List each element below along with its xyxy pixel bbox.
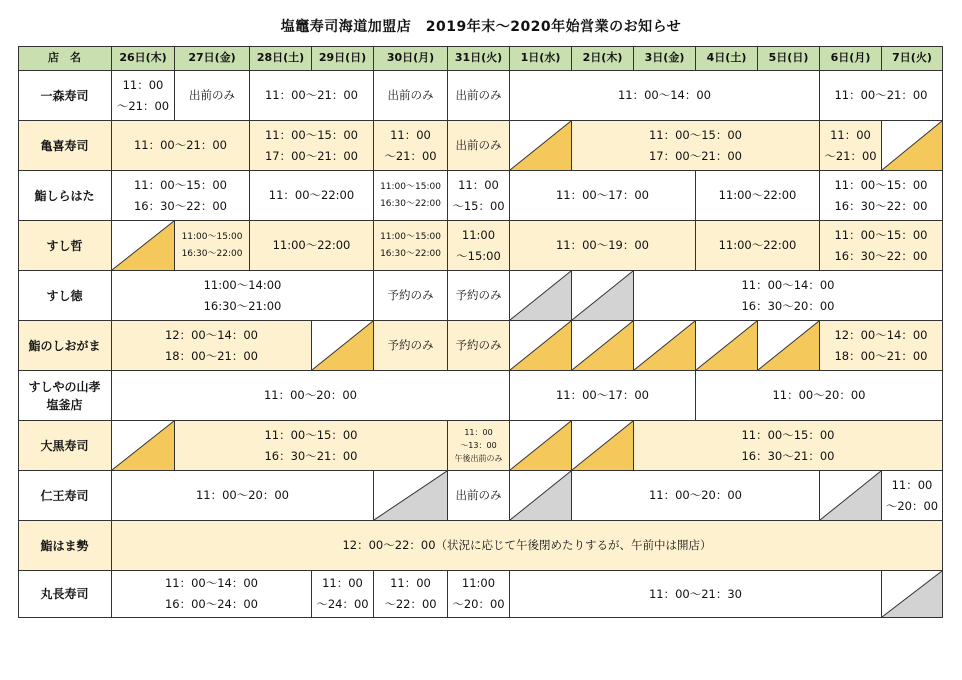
cell-text: 出前のみ	[189, 88, 235, 102]
closed-diagonal-icon	[572, 421, 633, 470]
hours-cell	[820, 321, 943, 371]
cell-text: 11：00～15：00	[264, 427, 358, 442]
cell-text: 11：00～20：00	[772, 388, 866, 402]
closed-cell	[758, 321, 820, 371]
cell-text: 11：00～15：00	[834, 177, 928, 192]
hours-cell	[820, 121, 882, 171]
cell-text: 11：00～21：00	[264, 88, 359, 102]
closed-diagonal-icon	[112, 421, 174, 470]
hours-cell	[448, 121, 510, 171]
page-title: 塩竈寿司海道加盟店 2019年末～2020年始営業のお知らせ	[280, 19, 682, 35]
hours-cell	[312, 571, 374, 618]
hours-cell	[374, 271, 448, 321]
closed-cell	[634, 321, 696, 371]
column-header-label: 28日(土)	[256, 51, 305, 64]
store-name-text: 亀喜寿司	[40, 138, 89, 153]
closed-diagonal-icon	[510, 421, 571, 470]
hours-cell	[510, 171, 696, 221]
hours-cell	[250, 221, 374, 271]
cell-text: 11：00～15：00	[264, 127, 359, 142]
cell-text: 11:00～22:00	[272, 238, 351, 252]
column-header-date	[758, 46, 820, 71]
closed-diagonal-icon	[510, 321, 571, 370]
column-header-date	[448, 46, 510, 71]
hours-cell	[374, 571, 448, 618]
closed-cell	[112, 421, 175, 471]
column-header-store	[18, 46, 112, 71]
hours-cell	[448, 171, 510, 221]
cell-text: 16:30～22:00	[380, 248, 441, 259]
cell-text: ～24：00	[316, 597, 369, 611]
column-header-label: 30日(月)	[386, 51, 435, 64]
hours-cell	[112, 521, 943, 571]
column-header-label: 2日(木)	[582, 51, 623, 64]
column-header-label: 3日(金)	[644, 51, 685, 64]
cell-text: 17：00～21：00	[264, 148, 359, 163]
store-name	[18, 421, 112, 471]
cell-text: ～13：00	[460, 441, 497, 450]
closed-diagonal-icon	[758, 321, 819, 370]
hours-cell	[634, 421, 943, 471]
cell-text: 11：00	[830, 127, 871, 142]
column-header-date	[696, 46, 758, 71]
cell-text: 16：30～21：00	[741, 448, 835, 463]
hours-cell	[882, 471, 943, 521]
cell-text: 11：00	[464, 428, 493, 437]
cell-text: 11：00～15：00	[834, 227, 928, 242]
column-header-date	[250, 46, 312, 71]
cell-text: 12：00～22：00（状況に応じて午後閉めたりするが、午前中は開店）	[342, 538, 712, 552]
store-name-text: 仁王寿司	[40, 488, 89, 503]
hours-cell	[572, 121, 820, 171]
closed-cell	[572, 321, 634, 371]
cell-text: 予約のみ	[455, 338, 502, 352]
cell-text: 11：00	[390, 127, 431, 142]
hours-cell	[820, 221, 943, 271]
closed-cell	[696, 321, 758, 371]
cell-text: 11：00	[390, 576, 431, 590]
closed-cell	[510, 421, 572, 471]
column-header-date	[820, 46, 882, 71]
hours-cell	[448, 571, 510, 618]
closed-cell	[572, 271, 634, 321]
cell-text: ～21：00	[824, 148, 877, 163]
hours-cell	[175, 71, 250, 121]
cell-text: 出前のみ	[455, 138, 502, 152]
cell-text: 11:00～15:00	[380, 181, 441, 192]
store-name-text: すし徳	[46, 288, 83, 303]
cell-text: 16：30～21：00	[264, 448, 358, 463]
column-header-label: 27日(金)	[188, 51, 236, 64]
cell-text: 16：30～20：00	[741, 298, 835, 313]
cell-text: 11:00	[461, 576, 496, 590]
store-name	[18, 471, 112, 521]
hours-cell	[374, 121, 448, 171]
hours-cell	[374, 171, 448, 221]
cell-text: 予約のみ	[455, 288, 502, 302]
store-name-text: 鮨しらはた	[34, 188, 95, 203]
hours-cell	[448, 271, 510, 321]
hours-cell	[112, 321, 312, 371]
cell-text: 予約のみ	[387, 288, 434, 302]
cell-text: 11：00～21：00	[834, 88, 928, 102]
closed-cell	[572, 421, 634, 471]
closed-cell	[510, 121, 572, 171]
store-name-text: 丸長寿司	[40, 587, 89, 601]
closed-diagonal-icon	[510, 471, 571, 520]
hours-cell	[112, 71, 175, 121]
cell-text: 11：00～20：00	[648, 488, 743, 502]
closed-diagonal-icon	[572, 271, 633, 320]
cell-text: 17：00～21：00	[648, 148, 743, 163]
cell-text: 18：00～21：00	[834, 348, 928, 363]
hours-cell	[448, 321, 510, 371]
cell-text: 16:30～21:00	[203, 298, 282, 313]
cell-text: 11：00	[458, 177, 499, 192]
hours-cell	[510, 371, 696, 421]
hours-cell	[448, 471, 510, 521]
closed-cell	[510, 471, 572, 521]
store-name-text: 鮨はま勢	[40, 538, 89, 553]
hours-cell	[448, 421, 510, 471]
closed-diagonal-icon	[696, 321, 757, 370]
cell-text: 18：00～21：00	[164, 348, 259, 363]
column-header-label: 7日(火)	[892, 51, 932, 64]
cell-text: 出前のみ	[387, 88, 434, 102]
cell-text: 11:00	[461, 227, 496, 242]
cell-text: 11：00～20：00	[263, 388, 358, 402]
hours-cell	[820, 71, 943, 121]
cell-text: 12：00～14：00	[834, 327, 928, 342]
store-name-text: 大黒寿司	[40, 438, 89, 453]
cell-text: 11：00	[322, 576, 363, 590]
column-header-label: 1日(水)	[520, 51, 561, 64]
column-header-label: 29日(日)	[318, 51, 367, 64]
hours-cell	[448, 71, 510, 121]
cell-text: 11：00～19：00	[555, 238, 650, 252]
store-name	[18, 521, 112, 571]
cell-text: 16:30～22:00	[181, 248, 243, 259]
column-header-label: 31日(火)	[454, 51, 503, 64]
hours-cell	[510, 71, 820, 121]
cell-text: 11:00～15:00	[380, 231, 441, 242]
closed-diagonal-icon	[112, 221, 174, 270]
hours-cell	[696, 171, 820, 221]
column-header-label: 6日(月)	[830, 51, 871, 64]
store-name	[18, 121, 112, 171]
cell-text: 11：00～21：00	[133, 138, 228, 152]
column-header-date	[312, 46, 374, 71]
store-name	[18, 71, 112, 121]
cell-text: 午後出前のみ	[454, 454, 503, 463]
cell-text: 11：00	[122, 77, 164, 92]
cell-text: 11:00～22:00	[718, 238, 797, 252]
cell-text: 出前のみ	[455, 88, 502, 102]
column-header-date	[634, 46, 696, 71]
closed-cell	[112, 221, 175, 271]
closed-diagonal-icon	[572, 321, 633, 370]
store-name	[18, 171, 112, 221]
cell-text: 11：00	[891, 477, 933, 492]
store-name	[18, 571, 112, 618]
cell-text: 11:00～22:00	[718, 188, 797, 202]
closed-diagonal-icon	[820, 471, 881, 520]
cell-text: 11:00～14:00	[203, 277, 282, 292]
hours-cell	[374, 221, 448, 271]
closed-cell	[882, 571, 943, 618]
cell-text: 11：00～20：00	[195, 488, 290, 502]
cell-text: 16：30～22：00	[834, 198, 928, 213]
hours-cell	[820, 171, 943, 221]
cell-text: 出前のみ	[455, 488, 502, 502]
hours-cell	[112, 171, 250, 221]
cell-text: 16：30～22：00	[834, 248, 928, 263]
cell-text: 11：00～14：00	[741, 277, 835, 292]
store-name-text: すし哲	[46, 238, 83, 253]
hours-cell	[112, 571, 312, 618]
closed-diagonal-icon	[312, 321, 373, 370]
store-name	[18, 371, 112, 421]
cell-text: 12：00～14：00	[164, 327, 259, 342]
column-header-label: 店 名	[48, 51, 81, 64]
cell-text: ～20：00	[452, 597, 505, 611]
hours-cell	[634, 271, 943, 321]
closed-cell	[312, 321, 374, 371]
cell-text: 11：00～14：00	[617, 88, 712, 102]
closed-diagonal-icon	[882, 121, 942, 170]
cell-text: 11：00～15：00	[133, 177, 228, 192]
column-header-date	[510, 46, 572, 71]
store-name-text: 一森寿司	[40, 88, 89, 103]
column-header-label: 4日(土)	[706, 51, 747, 64]
cell-text: 11：00～17：00	[555, 388, 650, 402]
cell-text: 16：30～22：00	[133, 198, 228, 213]
store-name	[18, 271, 112, 321]
closed-diagonal-icon	[510, 271, 571, 320]
cell-text: 16:30～22:00	[380, 198, 441, 209]
store-name-text: 鮨のしおがま	[28, 338, 101, 353]
closed-diagonal-icon	[882, 571, 942, 617]
cell-text: 11:00～15:00	[181, 231, 243, 242]
closed-diagonal-icon	[510, 121, 571, 170]
hours-cell	[112, 271, 374, 321]
closed-cell	[374, 471, 448, 521]
cell-text: 11：00～15：00	[741, 427, 835, 442]
column-header-date	[882, 46, 943, 71]
hours-cell	[510, 571, 882, 618]
hours-cell	[374, 71, 448, 121]
column-header-date	[112, 46, 175, 71]
hours-cell	[250, 171, 374, 221]
column-header-label: 5日(日)	[768, 51, 809, 64]
cell-text: ～15：00	[452, 198, 505, 213]
hours-cell	[112, 121, 250, 171]
cell-text: ～15:00	[456, 248, 501, 263]
cell-text: 11：00～17：00	[555, 188, 650, 202]
hours-cell	[175, 421, 448, 471]
closed-diagonal-icon	[634, 321, 695, 370]
store-name	[18, 221, 112, 271]
hours-cell	[374, 321, 448, 371]
store-name-text: 塩釜店	[46, 397, 83, 412]
cell-text: 11：00～22:00	[268, 188, 355, 202]
cell-text: ～20：00	[885, 498, 939, 513]
column-header-date	[175, 46, 250, 71]
column-header-date	[374, 46, 448, 71]
hours-cell	[510, 221, 696, 271]
closed-diagonal-icon	[374, 471, 447, 520]
cell-text: ～21：00	[384, 148, 437, 163]
column-header-label: 26日(木)	[119, 51, 167, 64]
closed-cell	[510, 321, 572, 371]
hours-cell	[696, 371, 943, 421]
column-header-date	[572, 46, 634, 71]
cell-text: 16：00～24：00	[164, 597, 259, 611]
hours-cell	[250, 121, 374, 171]
closed-cell	[820, 471, 882, 521]
hours-cell	[572, 471, 820, 521]
hours-cell	[112, 471, 374, 521]
cell-text: ～21：00	[116, 98, 170, 113]
cell-text: 予約のみ	[387, 338, 434, 352]
cell-text: 11：00～21：30	[648, 586, 743, 601]
store-name	[18, 321, 112, 371]
cell-text: ～22：00	[384, 597, 437, 611]
hours-cell	[250, 71, 374, 121]
closed-cell	[510, 271, 572, 321]
closed-cell	[882, 121, 943, 171]
hours-cell	[112, 371, 510, 421]
cell-text: 11：00～14：00	[164, 576, 259, 590]
hours-cell	[696, 221, 820, 271]
hours-cell	[448, 221, 510, 271]
store-name-text: すしやの山孝	[28, 379, 101, 394]
cell-text: 11：00～15：00	[648, 127, 743, 142]
hours-cell	[175, 221, 250, 271]
